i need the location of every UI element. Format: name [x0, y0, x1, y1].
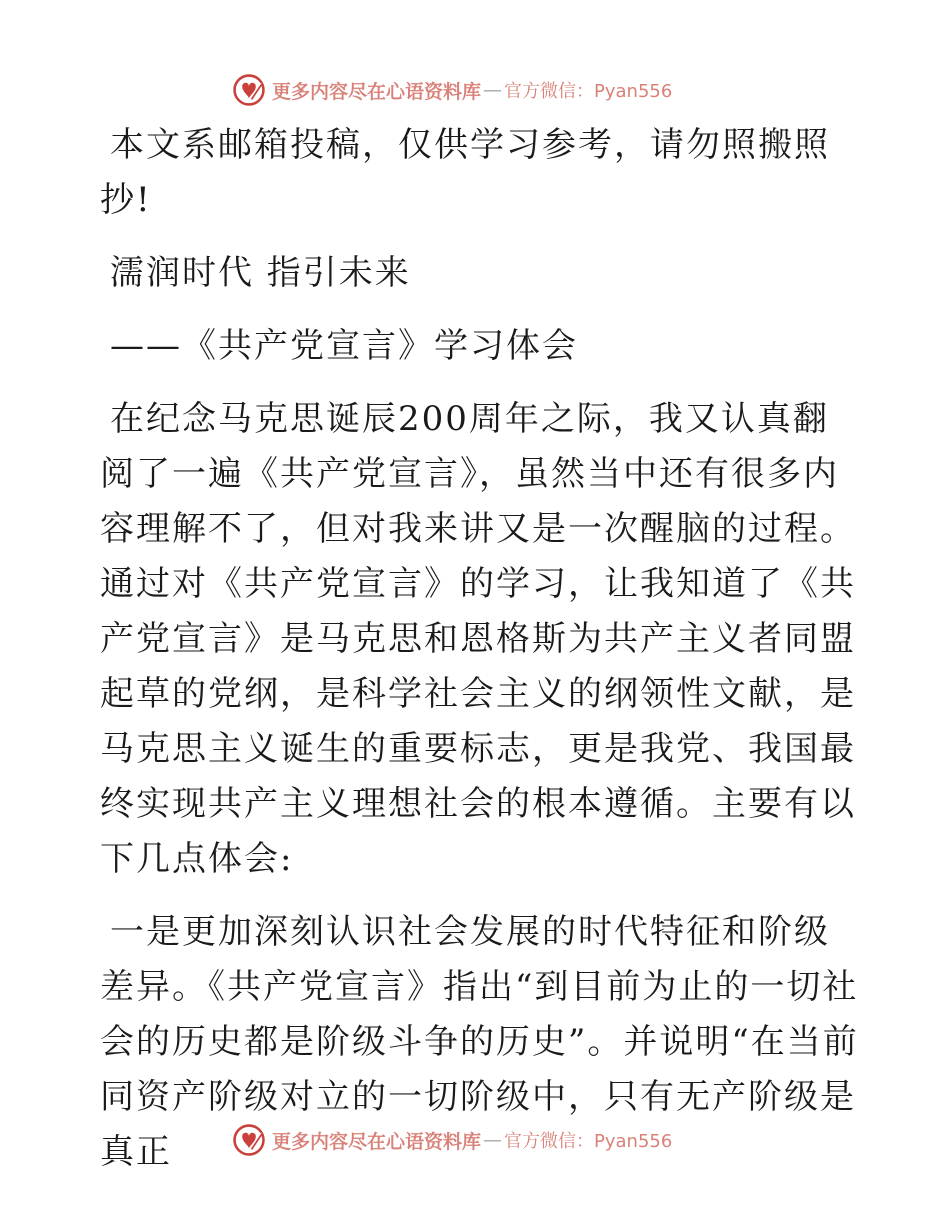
- header-watermark: [232, 70, 672, 110]
- watermark-contact: 官方微信：Pyan556: [504, 81, 673, 102]
- paragraph: 一是更加深刻认识社会发展的时代特征和阶级差异。《共产党宣言》指出“到目前为止的一切社会的历史都是阶级斗争的历史”。并说明“在当前同资产阶级对立的一切阶级中，只有无产阶级是真正: [100, 912, 859, 1172]
- document-body: [100, 118, 860, 1180]
- footer-watermark: [232, 1120, 672, 1160]
- spacer: [100, 887, 860, 905]
- spacer: [100, 301, 860, 319]
- spacer: [100, 374, 860, 392]
- watermark-separator: —: [483, 79, 503, 101]
- watermark-separator: —: [483, 1129, 503, 1151]
- watermark-contact: 官方微信：Pyan556: [504, 1131, 673, 1152]
- notice-text: 本文系邮箱投稿，仅供学习参考，请勿照搬照抄!: [100, 125, 830, 220]
- heart-pen-logo-icon: [232, 1123, 266, 1157]
- document-subtitle: ——《共产党宣言》学习体会: [110, 326, 578, 366]
- paragraph: 在纪念马克思诞辰200周年之际，我又认真翻阅了一遍《共产党宣言》，虽然当中还有很多内容理解不了，但对我来讲又是一次醒脑的过程。通过对《共产党宣言》的学习，让我知道了《共产党宣言》是马克思和恩格斯为共产主义者同盟起草的党纲，是科学社会主义的纲领性文献，是马克思主义诞生的重要标志，更是我党、我国最终实现共产主义理想社会的根本遵循。主要有以下几点体会:: [100, 399, 856, 879]
- heart-pen-logo-icon: [232, 73, 266, 107]
- watermark-brand: 更多内容尽在心语资料库: [272, 1130, 482, 1153]
- spacer: [100, 228, 860, 246]
- watermark-brand: 更多内容尽在心语资料库: [272, 80, 482, 103]
- document-title: 濡润时代 指引未来: [110, 253, 411, 293]
